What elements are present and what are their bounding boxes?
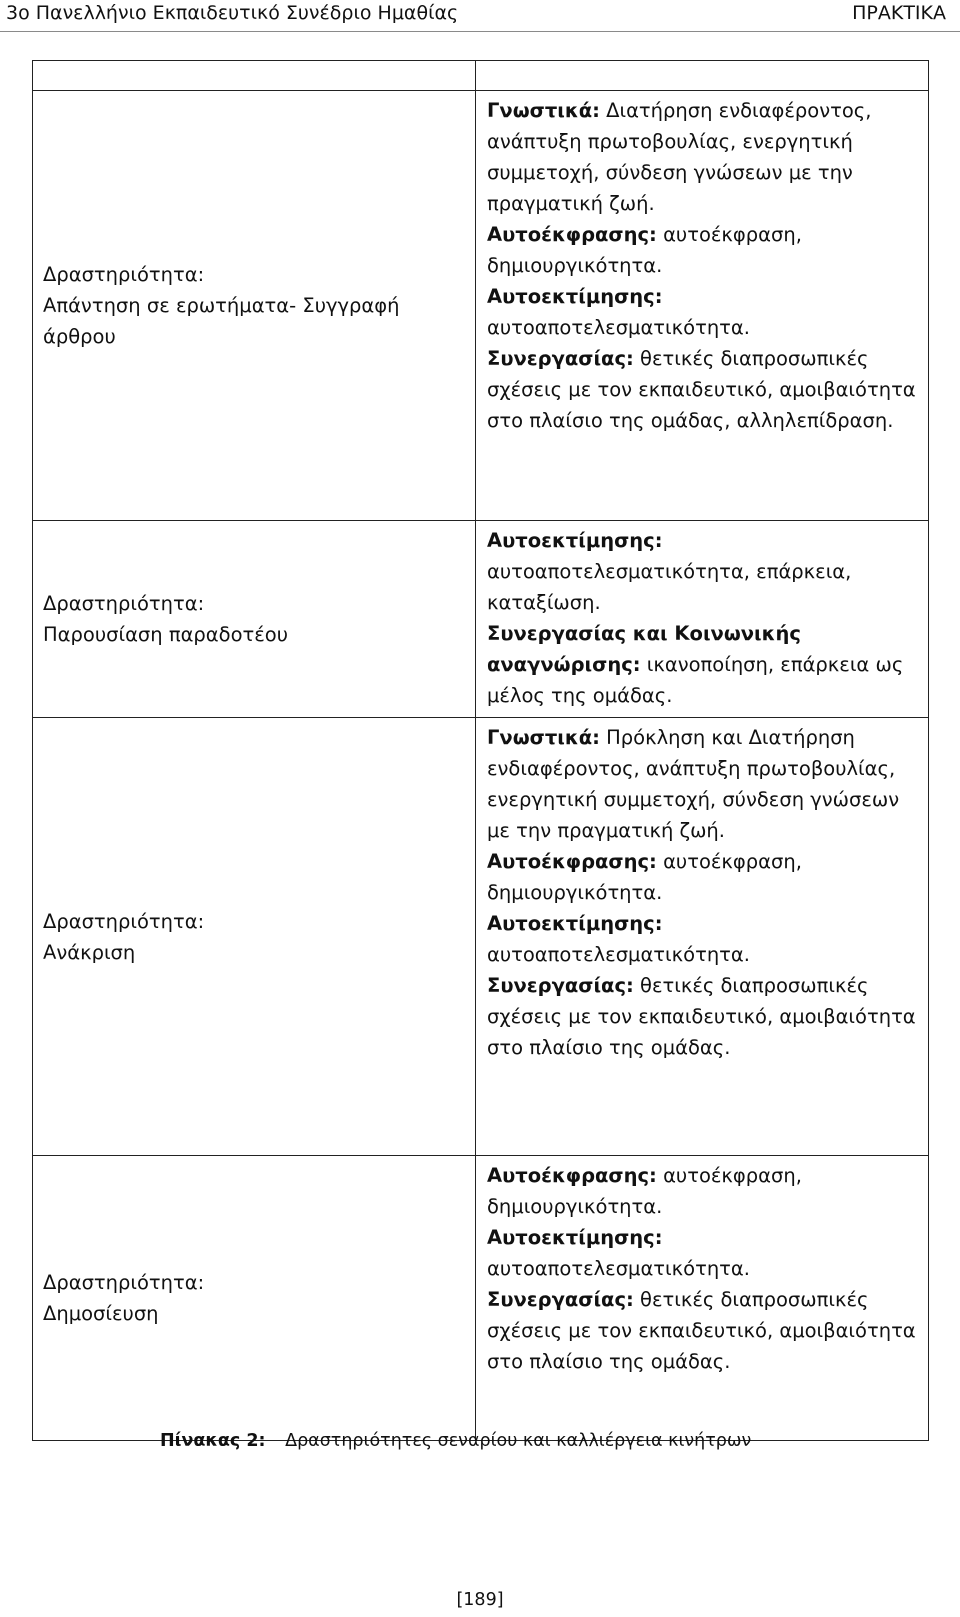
page-number: [189] xyxy=(456,1590,504,1610)
motivation-text: αυτοέκφραση, δημιουργικότητα. xyxy=(487,223,802,277)
motivation-entry xyxy=(487,618,920,711)
motivation-label: Συνεργασίας: xyxy=(487,1288,634,1311)
motivation-label: Αυτοεκτίμησης: xyxy=(487,1226,663,1249)
caption-label: Πίνακας 2: xyxy=(160,1431,266,1451)
motivation-entry xyxy=(487,1160,920,1222)
motivation-entry xyxy=(487,95,920,219)
motivation-cell xyxy=(476,521,929,718)
motivation-text: αυτοέκφραση, δημιουργικότητα. xyxy=(487,1164,802,1218)
table-header-cell-left xyxy=(33,61,476,91)
motivation-entry xyxy=(487,908,920,970)
motivation-label: Συνεργασίας: xyxy=(487,974,634,997)
activity-cell xyxy=(33,521,476,718)
activities-table xyxy=(32,60,929,1441)
activity-label: Δραστηριότητα: xyxy=(43,1271,205,1294)
activity-label: Δραστηριότητα: xyxy=(43,263,205,286)
activity-cell xyxy=(33,91,476,521)
table-row xyxy=(33,1156,929,1441)
motivation-text: αυτοαποτελεσματικότητα, επάρκεια, καταξίωση. xyxy=(487,560,852,614)
table-row xyxy=(33,521,929,718)
motivation-entry xyxy=(487,846,920,908)
table-header-cell-right xyxy=(476,61,929,91)
activity-name: Δημοσίευση xyxy=(43,1302,159,1325)
table-caption xyxy=(160,1431,751,1451)
activity-name: Ανάκριση xyxy=(43,940,136,964)
motivation-entry xyxy=(487,1284,920,1377)
motivation-entry xyxy=(487,525,920,618)
motivation-text: θετικές διαπροσωπικές σχέσεις με τον εκπαιδευτικό, αμοιβαιότητα στο πλαίσιο της ομάδας, αλληλεπίδραση. xyxy=(487,347,916,432)
activity-label: Δραστηριότητα: xyxy=(43,909,205,933)
activity-cell xyxy=(33,1156,476,1441)
motivation-text: θετικές διαπροσωπικές σχέσεις με τον εκπαιδευτικό, αμοιβαιότητα στο πλαίσιο της ομάδας. xyxy=(487,974,916,1059)
motivation-label: Αυτοέκφρασης: xyxy=(487,223,657,246)
table-row xyxy=(33,91,929,521)
motivation-text: αυτοέκφραση, δημιουργικότητα. xyxy=(487,850,802,904)
motivation-entry xyxy=(487,722,920,846)
motivation-label: Αυτοεκτίμησης: xyxy=(487,529,663,552)
motivation-text: αυτοαποτελεσματικότητα. xyxy=(487,316,750,339)
motivation-entry xyxy=(487,219,920,281)
motivation-cell xyxy=(476,718,929,1156)
motivation-label: Συνεργασίας και Κοινωνικής αναγνώρισης: xyxy=(487,622,801,676)
motivation-text: αυτοαποτελεσματικότητα. xyxy=(487,1257,750,1280)
motivation-label: Γνωστικά: xyxy=(487,726,600,749)
motivation-entry xyxy=(487,1222,920,1284)
motivation-text: αυτοαποτελεσματικότητα. xyxy=(487,943,750,966)
motivation-label: Αυτοέκφρασης: xyxy=(487,850,657,873)
table-row xyxy=(33,718,929,1156)
activity-cell xyxy=(33,718,476,1156)
motivation-entry xyxy=(487,970,920,1063)
activity-name: Παρουσίαση παραδοτέου xyxy=(43,623,289,646)
motivation-text: Διατήρηση ενδιαφέροντος, ανάπτυξη πρωτοβουλίας, ενεργητική συμμετοχή, σύνδεση γνώσεων με την πραγματική ζωή. xyxy=(487,99,872,215)
proceedings-label: ΠΡΑΚΤΙΚΑ xyxy=(852,2,946,24)
motivation-text: ικανοποίηση, επάρκεια ως μέλος της ομάδας. xyxy=(487,653,904,707)
motivation-label: Αυτοεκτίμησης: xyxy=(487,912,663,935)
activity-label: Δραστηριότητα: xyxy=(43,592,205,615)
activity-name: Απάντηση σε ερωτήματα- Συγγραφή άρθρου xyxy=(43,294,400,348)
motivation-cell xyxy=(476,91,929,521)
motivation-label: Αυτοεκτίμησης: xyxy=(487,285,663,308)
motivation-entry xyxy=(487,343,920,436)
motivation-label: Συνεργασίας: xyxy=(487,347,634,370)
motivation-cell xyxy=(476,1156,929,1441)
conference-title: 3ο Πανελλήνιο Εκπαιδευτικό Συνέδριο Ημαθίας xyxy=(6,2,459,24)
motivation-entry xyxy=(487,281,920,343)
motivation-label: Γνωστικά: xyxy=(487,99,600,122)
running-header xyxy=(0,0,960,32)
motivation-text: Πρόκληση και Διατήρηση ενδιαφέροντος, ανάπτυξη πρωτοβουλίας, ενεργητική συμμετοχή, σύνδεση γνώσεων με την πραγματική ζωή. xyxy=(487,726,900,842)
motivation-label: Αυτοέκφρασης: xyxy=(487,1164,657,1187)
motivation-text: θετικές διαπροσωπικές σχέσεις με τον εκπαιδευτικό, αμοιβαιότητα στο πλαίσιο της ομάδας. xyxy=(487,1288,916,1373)
caption-text: Δραστηριότητες σεναρίου και καλλιέργεια κινήτρων xyxy=(285,1431,752,1451)
table-header-row xyxy=(33,61,929,91)
